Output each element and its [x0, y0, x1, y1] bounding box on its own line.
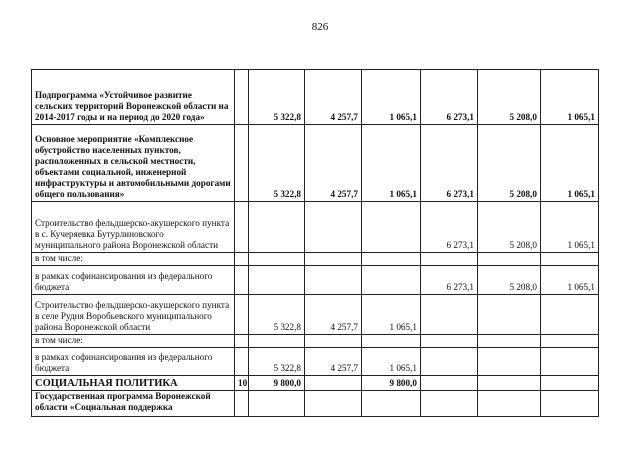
row-value-2 — [305, 376, 362, 391]
row-value-6: 1 065,1 — [541, 125, 599, 202]
row-value-2: 4 257,7 — [305, 348, 362, 376]
row-value-5 — [478, 253, 541, 266]
row-value-1: 9 800,0 — [249, 376, 305, 391]
row-name: в том числе: — [32, 253, 235, 266]
table-row — [32, 295, 599, 335]
row-value-1: 5 322,8 — [249, 295, 305, 335]
row-value-6: 1 065,1 — [541, 202, 599, 253]
row-value-5 — [478, 295, 541, 335]
table-row — [32, 348, 599, 376]
row-value-6 — [541, 253, 599, 266]
row-value-6: 1 065,1 — [541, 70, 599, 125]
table-row — [32, 253, 599, 266]
row-value-3 — [362, 253, 421, 266]
row-value-5: 5 208,0 — [478, 202, 541, 253]
table-row — [32, 202, 599, 253]
row-value-5 — [478, 335, 541, 348]
row-code — [235, 295, 249, 335]
row-value-1 — [249, 391, 305, 417]
row-value-3: 1 065,1 — [362, 125, 421, 202]
row-value-6 — [541, 348, 599, 376]
row-code: 10 — [235, 376, 249, 391]
row-value-6 — [541, 295, 599, 335]
row-value-3: 1 065,1 — [362, 348, 421, 376]
row-code — [235, 125, 249, 202]
row-code — [235, 266, 249, 295]
row-name: Строительство фельдшерско-акушерского пункта в селе Рудня Воробьевского муниципального района Воронежской области — [32, 295, 235, 335]
row-value-1 — [249, 335, 305, 348]
row-value-2 — [305, 391, 362, 417]
table-row — [32, 391, 599, 417]
row-value-1: 5 322,8 — [249, 125, 305, 202]
row-value-5 — [478, 376, 541, 391]
row-value-1 — [249, 253, 305, 266]
row-value-4 — [421, 253, 478, 266]
row-value-4: 6 273,1 — [421, 266, 478, 295]
row-value-2: 4 257,7 — [305, 125, 362, 202]
row-value-1 — [249, 202, 305, 253]
row-value-4 — [421, 295, 478, 335]
row-name: Основное мероприятие «Комплексное обустройство населенных пунктов, расположенных в сельской местности, объектами социальной, инженерной инфраструктуры и автомобильными дорогами общего пользования» — [32, 125, 235, 202]
row-value-5: 5 208,0 — [478, 70, 541, 125]
row-value-4 — [421, 335, 478, 348]
row-value-5: 5 208,0 — [478, 266, 541, 295]
row-value-4: 6 273,1 — [421, 125, 478, 202]
row-value-3 — [362, 266, 421, 295]
row-name: в рамках софинансирования из федерального бюджета — [32, 348, 235, 376]
row-code — [235, 391, 249, 417]
row-code — [235, 348, 249, 376]
table-row — [32, 376, 599, 391]
budget-table — [31, 69, 599, 417]
table-row — [32, 70, 599, 125]
row-value-1 — [249, 266, 305, 295]
row-value-4 — [421, 348, 478, 376]
row-code — [235, 202, 249, 253]
row-name: в рамках софинансирования из федерального бюджета — [32, 266, 235, 295]
row-value-3 — [362, 391, 421, 417]
row-code — [235, 70, 249, 125]
row-value-2: 4 257,7 — [305, 70, 362, 125]
row-value-2 — [305, 266, 362, 295]
row-name: Строительство фельдшерско-акушерского пункта в с. Кучеряевка Бутурлиновского муниципального района Воронежской области — [32, 202, 235, 253]
row-value-2: 4 257,7 — [305, 295, 362, 335]
row-value-5 — [478, 348, 541, 376]
row-value-3: 9 800,0 — [362, 376, 421, 391]
row-code — [235, 253, 249, 266]
row-name: в том числе: — [32, 335, 235, 348]
row-value-6 — [541, 335, 599, 348]
row-code — [235, 335, 249, 348]
row-value-4 — [421, 376, 478, 391]
row-value-6 — [541, 376, 599, 391]
row-value-3 — [362, 202, 421, 253]
row-value-5: 5 208,0 — [478, 125, 541, 202]
row-value-4 — [421, 391, 478, 417]
table-row — [32, 266, 599, 295]
row-name: СОЦИАЛЬНАЯ ПОЛИТИКА — [32, 376, 235, 391]
page-number: 826 — [311, 21, 329, 33]
row-value-3: 1 065,1 — [362, 70, 421, 125]
row-value-2 — [305, 335, 362, 348]
row-value-1: 5 322,8 — [249, 70, 305, 125]
row-value-2 — [305, 253, 362, 266]
row-name: Государственная программа Воронежской области «Социальная поддержка — [32, 391, 235, 417]
row-value-5 — [478, 391, 541, 417]
table-row — [32, 125, 599, 202]
row-value-4: 6 273,1 — [421, 70, 478, 125]
table-row — [32, 335, 599, 348]
row-value-6: 1 065,1 — [541, 266, 599, 295]
row-value-3 — [362, 335, 421, 348]
row-value-4: 6 273,1 — [421, 202, 478, 253]
row-value-3: 1 065,1 — [362, 295, 421, 335]
row-value-6 — [541, 391, 599, 417]
row-name: Подпрограмма «Устойчивое развитие сельских территорий Воронежской области на 2014-2017 годы и на период до 2020 года» — [32, 70, 235, 125]
row-value-1: 5 322,8 — [249, 348, 305, 376]
row-value-2 — [305, 202, 362, 253]
